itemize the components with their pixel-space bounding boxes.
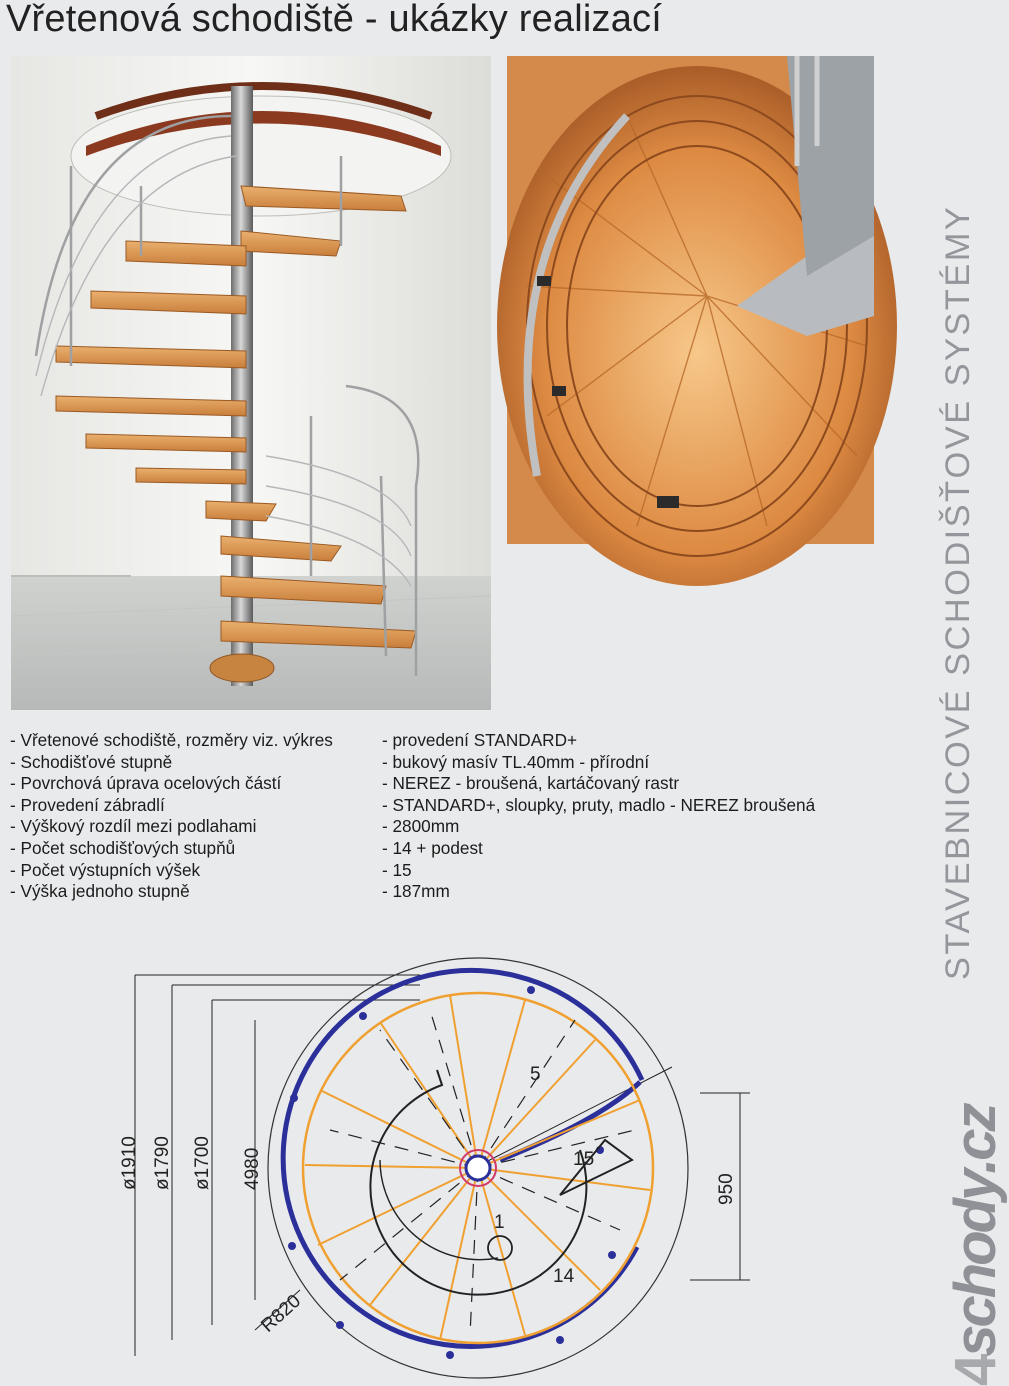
spec-label: - Počet schodišťových stupňů: [10, 837, 236, 858]
page-title: Vřetenová schodiště - ukázky realizací: [6, 0, 663, 40]
brand-logo-mark: 4: [943, 1356, 1008, 1386]
spec-value: - provedení STANDARD+: [382, 730, 578, 750]
spec-label: - Provedení zábradlí: [10, 794, 165, 815]
step-number-1: 1: [494, 1212, 505, 1233]
dim-diameter-1910: ø1910: [119, 1136, 140, 1190]
brand-logo: [942, 1105, 1009, 1386]
spec-row: [10, 838, 890, 860]
spec-label: - Schodišťové stupně: [10, 751, 173, 772]
spec-list: [10, 730, 890, 903]
dim-950: 950: [716, 1173, 737, 1205]
spec-row: [10, 881, 890, 903]
step-number-14: 14: [553, 1266, 575, 1287]
spec-value: - bukový masív TL.40mm - přírodní: [382, 751, 650, 772]
step-number-15: 15: [573, 1149, 595, 1170]
dim-radius-820: R820: [257, 1290, 306, 1337]
spec-label: - Výška jednoho stupně: [10, 881, 190, 902]
spec-row: [10, 752, 890, 774]
spec-value: - NEREZ - broušená, kartáčovaný rastr: [382, 773, 680, 794]
step-number-5: 5: [530, 1064, 541, 1085]
dim-diameter-1700: ø1700: [192, 1136, 213, 1190]
spec-row: [10, 730, 890, 752]
spec-value: - STANDARD+, sloupky, pruty, madlo - NEREZ broušená: [382, 794, 816, 815]
spec-label: - Počet výstupních výšek: [10, 859, 201, 880]
sidebar-vertical-text: STAVEBNICOVÉ SCHODIŠŤOVÉ SYSTÉMY: [939, 204, 977, 980]
spec-row: [10, 795, 890, 817]
staircase-photo-side: [11, 56, 491, 710]
spec-value: - 2800mm: [382, 816, 460, 837]
staircase-photo-top: [507, 56, 874, 544]
spec-value: - 187mm: [382, 881, 450, 902]
spec-row: [10, 773, 890, 795]
brand-logo-text: schody.cz: [943, 1105, 1008, 1357]
spec-value: - 14 + podest: [382, 837, 483, 858]
technical-drawing: [100, 965, 860, 1386]
spec-label: - Vřetenové schodiště, rozměry viz. výkres: [10, 730, 333, 750]
dim-diameter-1790: ø1790: [152, 1136, 173, 1190]
spec-label: - Výškový rozdíl mezi podlahami: [10, 816, 257, 837]
dim-4980: 4980: [242, 1147, 263, 1190]
spec-label: - Povrchová úprava ocelových částí: [10, 773, 282, 794]
spec-row: [10, 860, 890, 882]
spec-value: - 15: [382, 859, 412, 880]
spec-row: [10, 816, 890, 838]
